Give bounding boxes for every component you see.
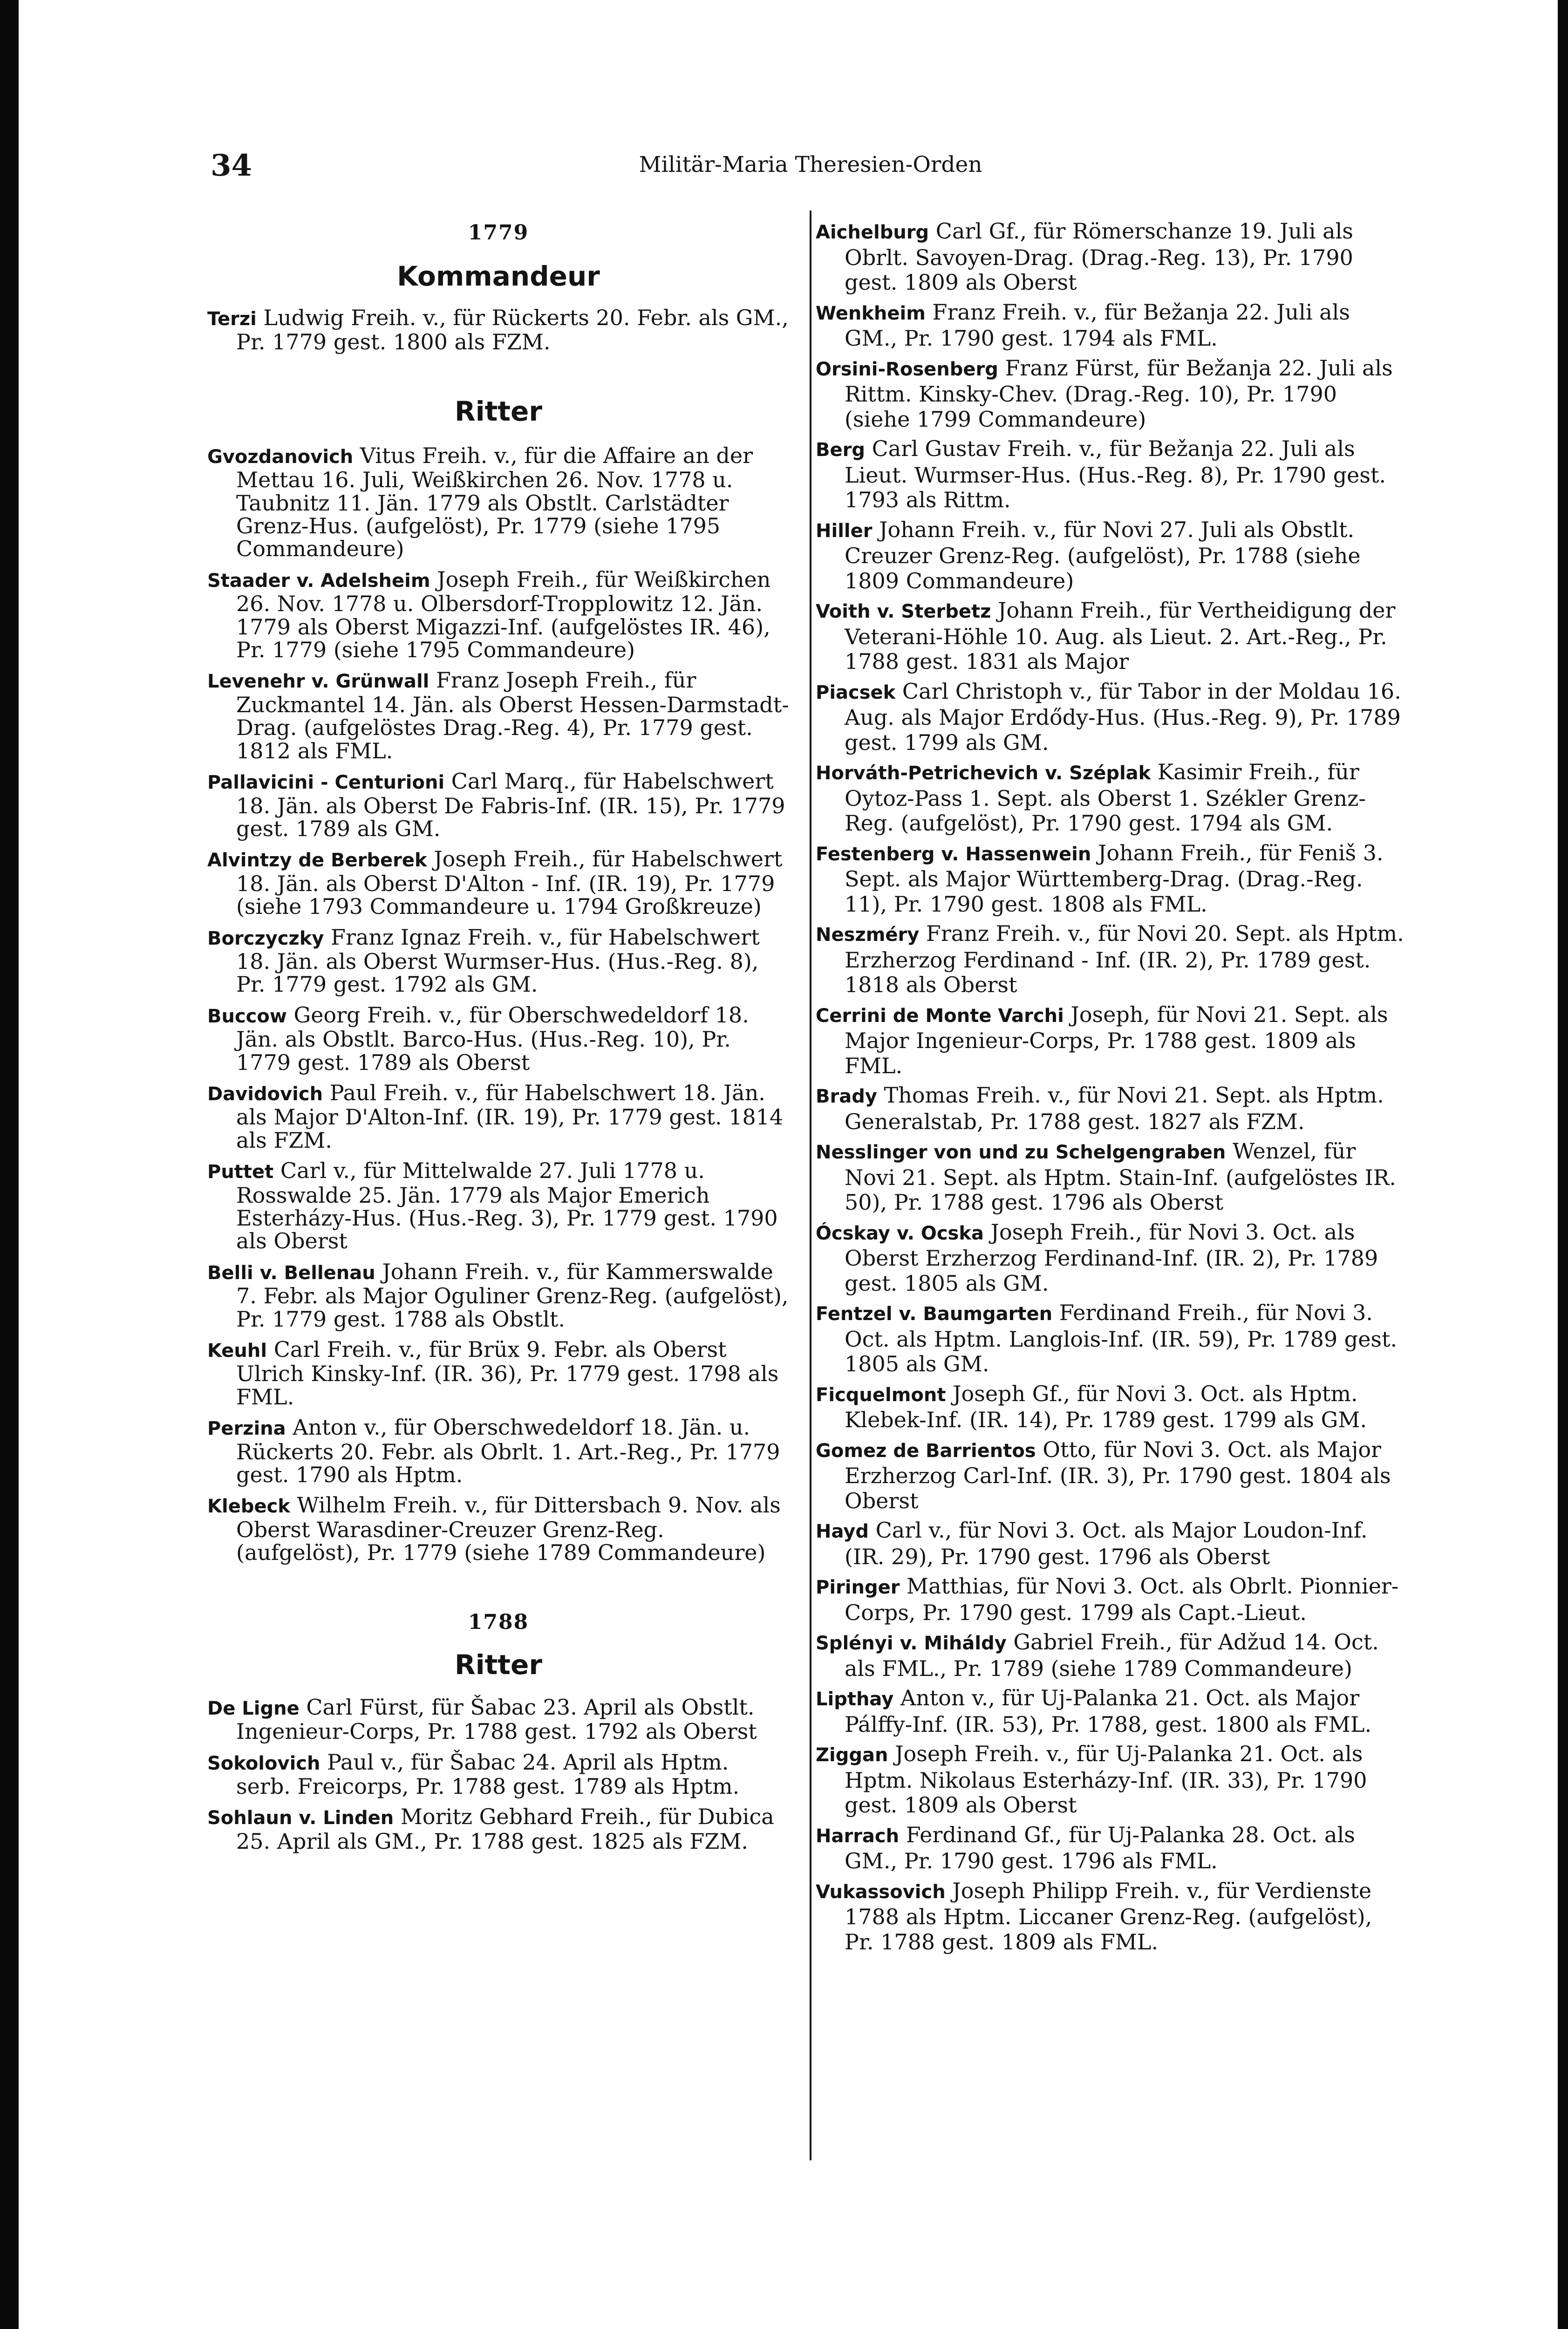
entry-name: Terzi: [207, 308, 257, 330]
entry: [207, 926, 790, 996]
entry-name: Borczyczky: [207, 927, 324, 949]
entry-name: Voith v. Sterbetz: [816, 601, 991, 622]
entry: [816, 1630, 1407, 1681]
left-column: [207, 219, 790, 1860]
entry: [816, 1083, 1407, 1134]
entry: [816, 356, 1407, 432]
entry: [207, 669, 790, 763]
entry-text: Thomas Freih. v., für Novi 21. Sept. als Hptm. Generalstab, Pr. 1788 gest. 1827 als FZM.: [845, 1083, 1384, 1134]
entry-name: Vukassovich: [816, 1881, 946, 1903]
heading-kommandeur: Kommandeur: [397, 260, 600, 292]
entry-name: Staader v. Adelsheim: [207, 570, 430, 592]
entry-text: Carl v., für Novi 3. Oct. als Major Loudon-Inf. (IR. 29), Pr. 1790 gest. 1796 als Oberst: [845, 1518, 1368, 1569]
entry: [816, 1574, 1407, 1625]
entry-name: Gomez de Barrientos: [816, 1440, 1036, 1462]
entry-text: Johann Freih., für Feniš 3. Sept. als Major Württemberg-Drag. (Drag.-Reg. 11), Pr. 1790 gest. 1808 als FML.: [845, 840, 1384, 917]
entry-name: Harrach: [816, 1825, 900, 1847]
entry-text: Kasimir Freih., für Oytoz-Pass 1. Sept. als Oberst 1. Székler Grenz-Reg. (aufgelöst), Pr. 1790 gest. 1794 als GM.: [845, 759, 1366, 836]
entry: [816, 921, 1407, 998]
entry: [816, 436, 1407, 513]
entry: [816, 300, 1407, 351]
heading-ritter-1779: Ritter: [455, 395, 542, 427]
entry-text: Joseph Freih. v., für Uj-Palanka 21. Oct. als Hptm. Nikolaus Esterházy-Inf. (IR. 33), Pr. 1790 gest. 1809 als Oberst: [845, 1741, 1367, 1818]
kommandeur-list: [207, 306, 790, 354]
entry: [816, 518, 1407, 594]
entry-name: Neszméry: [816, 924, 920, 946]
entry: [816, 1686, 1407, 1737]
entry-name: Splényi v. Miháldy: [816, 1633, 1007, 1654]
entry: [207, 1159, 790, 1253]
entry: [207, 848, 790, 918]
entry-text: Anton v., für Oberschwedeldorf 18. Jän. u. Rückerts 20. Febr. als Obrlt. 1. Art.-Reg., Pr. 1779 gest. 1790 als Hptm.: [236, 1415, 780, 1488]
entry-name: Hayd: [816, 1521, 869, 1542]
entry: [207, 1494, 790, 1564]
entry-text: Carl Gustav Freih. v., für Bežanja 22. Juli als Lieut. Wurmser-Hus. (Hus.-Reg. 8), Pr. 1790 gest. 1793 als Rittm.: [845, 436, 1386, 512]
entry: [816, 679, 1407, 756]
entry: [816, 1382, 1407, 1433]
entry: [816, 1879, 1407, 1955]
entry-name: Berg: [816, 439, 865, 461]
entry-name: Davidovich: [207, 1083, 323, 1105]
entry-name: Aichelburg: [816, 222, 929, 243]
entry-text: Ludwig Freih. v., für Rückerts 20. Febr. als GM., Pr. 1779 gest. 1800 als FZM.: [236, 305, 789, 355]
entry-name: Buccow: [207, 1005, 287, 1027]
entry-text: Georg Freih. v., für Oberschwedeldorf 18. Jän. als Obstlt. Barco-Hus. (Hus.-Reg. 10), Pr. 1779 gest. 1789 als Oberst: [236, 1002, 749, 1075]
entry-name: Alvintzy de Berberek: [207, 850, 427, 872]
entry-name: Gvozdanovich: [207, 446, 354, 468]
entry-name: Levenehr v. Grünwall: [207, 671, 429, 693]
entry-name: Cerrini de Monte Varchi: [816, 1005, 1064, 1027]
entry-text: Joseph Freih., für Weißkirchen 26. Nov. 1778 u. Olbersdorf-Tropplowitz 12. Jän. 1779 als Oberst Migazzi-Inf. (aufgelöstes IR. 46), Pr. 1779 (siehe 1795 Commandeure): [236, 566, 771, 663]
entry-name: Puttet: [207, 1161, 274, 1183]
entry-name: Piringer: [816, 1577, 900, 1598]
entry-name: Brady: [816, 1086, 877, 1107]
entry-name: Ócskay v. Ocska: [816, 1222, 984, 1244]
entry-text: Gabriel Freih., für Adžud 14. Oct. als FML., Pr. 1789 (siehe 1789 Commandeure): [845, 1629, 1379, 1681]
ritter-list-1779: [207, 444, 790, 1565]
entry-text: Carl Gf., für Römerschanze 19. Juli als Obrlt. Savoyen-Drag. (Drag.-Reg. 13), Pr. 1790 gest. 1809 als Oberst: [845, 218, 1353, 295]
entry: [207, 1805, 790, 1853]
entry: [816, 598, 1407, 674]
year-heading-1788: 1788: [468, 1610, 529, 1634]
entry-text: Franz Fürst, für Bežanja 22. Juli als Rittm. Kinsky-Chev. (Drag.-Reg. 10), Pr. 1790 (siehe 1799 Commandeure): [845, 355, 1393, 432]
entry-name: Piacsek: [816, 681, 896, 703]
right-entry-list: [816, 219, 1407, 1954]
entry-text: Moritz Gebhard Freih., für Dubica 25. April als GM., Pr. 1788 gest. 1825 als FZM.: [236, 1804, 774, 1854]
entry-text: Johann Freih., für Vertheidigung der Veterani-Höhle 10. Aug. als Lieut. 2. Art.-Reg., Pr. 1788 gest. 1831 als Major: [845, 598, 1396, 674]
entry-text: Franz Freih. v., für Novi 20. Sept. als Hptm. Erzherzog Ferdinand - Inf. (IR. 2), Pr. 1789 gest. 1818 als Oberst: [845, 921, 1404, 997]
entry-name: Pallavicini - Centurioni: [207, 772, 445, 794]
entry-name: Keuhl: [207, 1340, 267, 1362]
entry-name: Lipthay: [816, 1689, 894, 1710]
entry: [816, 1823, 1407, 1874]
entry: [816, 841, 1407, 917]
entry-text: Carl Marq., für Habelschwert 18. Jän. als Oberst De Fabris-Inf. (IR. 15), Pr. 1779 gest. 1789 als GM.: [236, 769, 785, 841]
entry: [816, 1742, 1407, 1818]
right-column: [816, 219, 1407, 1959]
entry: [207, 568, 790, 662]
entry: [207, 1082, 790, 1152]
entry: [207, 1416, 790, 1486]
entry-name: Ziggan: [816, 1744, 888, 1766]
entry-text: Anton v., für Uj-Palanka 21. Oct. als Major Pálffy-Inf. (IR. 53), Pr. 1788, gest. 1800 als FML.: [845, 1685, 1372, 1737]
entry-text: Joseph, für Novi 21. Sept. als Major Ingenieur-Corps, Pr. 1788 gest. 1809 als FML.: [845, 1001, 1388, 1078]
entry: [207, 306, 790, 354]
entry-name: Ficquelmont: [816, 1384, 946, 1406]
entry-text: Carl v., für Mittelwalde 27. Juli 1778 u. Rosswalde 25. Jän. 1779 als Major Emerich Esterházy-Hus. (Hus.-Reg. 3), Pr. 1779 gest. 1790 als Oberst: [236, 1158, 778, 1254]
entry-text: Otto, für Novi 3. Oct. als Major Erzherzog Carl-Inf. (IR. 3), Pr. 1790 gest. 1804 als Oberst: [845, 1437, 1391, 1513]
entry-text: Carl Christoph v., für Tabor in der Moldau 16. Aug. als Major Erdődy-Hus. (Hus.-Reg. 9), Pr. 1789 gest. 1799 als GM.: [845, 678, 1401, 755]
entry-text: Johann Freih. v., für Novi 27. Juli als Obstlt. Creuzer Grenz-Reg. (aufgelöst), Pr. 1788 (siehe 1809 Commandeure): [845, 517, 1361, 593]
entry: [816, 1220, 1407, 1296]
entry-text: Paul v., für Šabac 24. April als Hptm. serb. Freicorps, Pr. 1788 gest. 1789 als Hptm.: [236, 1749, 740, 1799]
entry-text: Wilhelm Freih. v., für Dittersbach 9. Nov. als Oberst Warasdiner-Creuzer Grenz-Reg. (aufgelöst), Pr. 1779 (siehe 1789 Commandeure): [236, 1492, 781, 1566]
entry: [207, 1260, 790, 1331]
entry-text: Franz Joseph Freih., für Zuckmantel 14. Jän. als Oberst Hessen-Darmstadt-Drag. (aufgelöstes Drag.-Reg. 4), Pr. 1779 gest. 1812 als FML.: [236, 667, 789, 763]
entry-text: Joseph Freih., für Habelschwert 18. Jän. als Oberst D'Alton - Inf. (IR. 19), Pr. 1779 (siehe 1793 Commandeure u. 1794 Großkreuze): [236, 846, 783, 919]
entry-name: Festenberg v. Hassenwein: [816, 843, 1091, 865]
entry-text: Wenzel, für Novi 21. Sept. als Hptm. Stain-Inf. (aufgelöstes IR. 50), Pr. 1788 gest. 1796 als Oberst: [845, 1138, 1397, 1215]
page-number: 34: [211, 148, 252, 183]
entry: [207, 1751, 790, 1798]
entry: [816, 1518, 1407, 1569]
scan-edge-right: [1558, 0, 1568, 2329]
entry: [207, 770, 790, 840]
entry-name: Fentzel v. Baumgarten: [816, 1303, 1053, 1325]
scan-edge-left: [0, 0, 19, 2329]
entry: [816, 760, 1407, 836]
entry-text: Ferdinand Freih., für Novi 3. Oct. als Hptm. Langlois-Inf. (IR. 59), Pr. 1789 gest. 1805 als GM.: [845, 1300, 1398, 1376]
entry-text: Joseph Gf., für Novi 3. Oct. als Hptm. Klebek-Inf. (IR. 14), Pr. 1789 gest. 1799 als GM.: [845, 1381, 1367, 1432]
entry-text: Carl Fürst, für Šabac 23. April als Obstlt. Ingenieur-Corps, Pr. 1788 gest. 1792 als Oberst: [236, 1694, 757, 1744]
column-divider: [810, 211, 811, 2160]
entry-name: Klebeck: [207, 1496, 290, 1518]
entry-text: Matthias, für Novi 3. Oct. als Obrlt. Pionnier-Corps, Pr. 1790 gest. 1799 als Capt.-Lieut.: [845, 1573, 1399, 1625]
entry: [816, 1002, 1407, 1079]
running-title: Militär-Maria Theresien-Orden: [639, 152, 982, 177]
entry-name: De Ligne: [207, 1697, 300, 1719]
entry-name: Orsini-Rosenberg: [816, 358, 998, 380]
entry-text: Franz Ignaz Freih. v., für Habelschwert 18. Jän. als Oberst Wurmser-Hus. (Hus.-Reg. 8), Pr. 1779 gest. 1792 als GM.: [236, 924, 760, 997]
entry: [207, 1004, 790, 1074]
entry-text: Carl Freih. v., für Brüx 9. Febr. als Oberst Ulrich Kinsky-Inf. (IR. 36), Pr. 1779 gest. 1798 als FML.: [236, 1337, 779, 1410]
entry: [816, 1437, 1407, 1514]
entry: [816, 1139, 1407, 1215]
entry-name: Perzina: [207, 1418, 286, 1440]
ritter-list-1788: [207, 1696, 790, 1853]
entry-name: Sokolovich: [207, 1752, 320, 1774]
entry-text: Paul Freih. v., für Habelschwert 18. Jän. als Major D'Alton-Inf. (IR. 19), Pr. 1779 gest. 1814 als FZM.: [236, 1080, 784, 1153]
year-heading-1779: 1779: [468, 221, 529, 245]
entry: [207, 1338, 790, 1409]
entry-text: Johann Freih. v., für Kammerswalde 7. Febr. als Major Oguliner Grenz-Reg. (aufgelöst), Pr. 1779 gest. 1788 als Obstlt.: [236, 1259, 789, 1332]
entry-text: Ferdinand Gf., für Uj-Palanka 28. Oct. als GM., Pr. 1790 gest. 1796 als FML.: [845, 1822, 1355, 1873]
entry-name: Belli v. Bellenau: [207, 1262, 375, 1284]
entry: [207, 444, 790, 561]
entry-name: Wenkheim: [816, 302, 926, 324]
heading-ritter-1788: Ritter: [455, 1648, 542, 1681]
entry-name: Horváth-Petrichevich v. Széplak: [816, 763, 1151, 784]
entry-text: Joseph Freih., für Novi 3. Oct. als Oberst Erzherzog Ferdinand-Inf. (IR. 2), Pr. 1789 gest. 1805 als GM.: [845, 1219, 1378, 1296]
entry-name: Sohlaun v. Linden: [207, 1807, 394, 1829]
entry-name: Hiller: [816, 520, 873, 542]
entry: [816, 1301, 1407, 1377]
entry-name: Nesslinger von und zu Schelgengraben: [816, 1142, 1226, 1163]
entry: [816, 219, 1407, 295]
entry-text: Joseph Philipp Freih. v., für Verdienste 1788 als Hptm. Liccaner Grenz-Reg. (aufgelöst), Pr. 1788 gest. 1809 als FML.: [845, 1878, 1372, 1954]
entry-text: Franz Freih. v., für Bežanja 22. Juli als GM., Pr. 1790 gest. 1794 als FML.: [845, 299, 1350, 351]
entry: [207, 1696, 790, 1743]
entry-text: Vitus Freih. v., für die Affaire an der Mettau 16. Juli, Weißkirchen 26. Nov. 1778 u. Taubnitz 11. Jän. 1779 als Obstlt. Carlstädter Grenz-Hus. (aufgelöst), Pr. 1779 (siehe 1795 Commandeure): [236, 443, 753, 562]
